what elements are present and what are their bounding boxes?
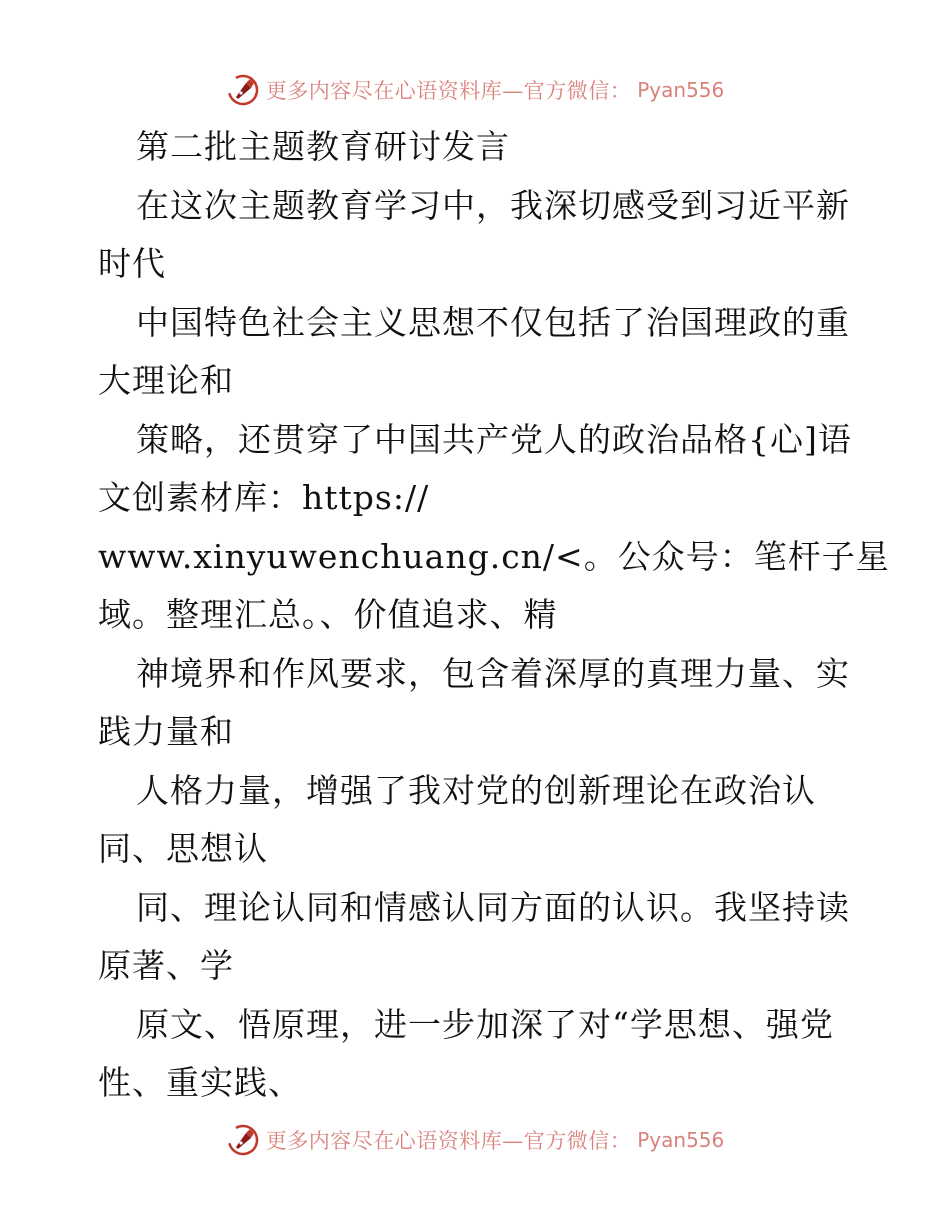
footer-banner — [0, 1120, 950, 1160]
text-line: 在这次主题教育学习中，我深切感受到习近平新 — [136, 185, 850, 225]
pen-nib-logo-icon — [226, 1123, 260, 1157]
text-line: 域。整理汇总。、价值追求、精 — [98, 595, 558, 634]
text-line: 人格力量，增强了我对党的创新理论在政治认 — [136, 770, 816, 810]
document-title: 第二批主题教育研讨发言 — [136, 127, 510, 166]
text-line: 原著、学 — [98, 946, 234, 985]
document-body — [98, 118, 890, 1113]
text-line: 神境界和作风要求，包含着深厚的真理力量、实 — [136, 653, 850, 693]
text-line: www.xinyuwenchuang.cn/<。公众号：笔杆子星 — [98, 536, 890, 576]
pen-nib-logo-icon — [226, 73, 260, 107]
text-line: 性、重实践、 — [98, 1063, 302, 1102]
text-line: 策略，还贯穿了中国共产党人的政治品格{心]语 — [136, 419, 852, 459]
text-line: 同、理论认同和情感认同方面的认识。我坚持读 — [136, 887, 850, 927]
text-line: 同、思想认 — [98, 829, 268, 868]
text-line: 中国特色社会主义思想不仅包括了治国理政的重 — [136, 302, 850, 342]
text-line: 大理论和 — [98, 361, 234, 400]
text-line: 践力量和 — [98, 712, 234, 751]
footer-wechat-id: Pyan556 — [637, 1128, 725, 1152]
text-line: 原文、悟原理，进一步加深了对“学思想、强党 — [136, 1004, 834, 1044]
header-banner — [0, 70, 950, 110]
header-banner-text: 更多内容尽在心语资料库—官方微信： — [265, 79, 632, 103]
text-line: 文创素材库：https:// — [98, 478, 430, 517]
footer-banner-text: 更多内容尽在心语资料库—官方微信： — [265, 1129, 632, 1153]
text-line: 时代 — [98, 244, 166, 283]
header-wechat-id: Pyan556 — [637, 78, 725, 102]
